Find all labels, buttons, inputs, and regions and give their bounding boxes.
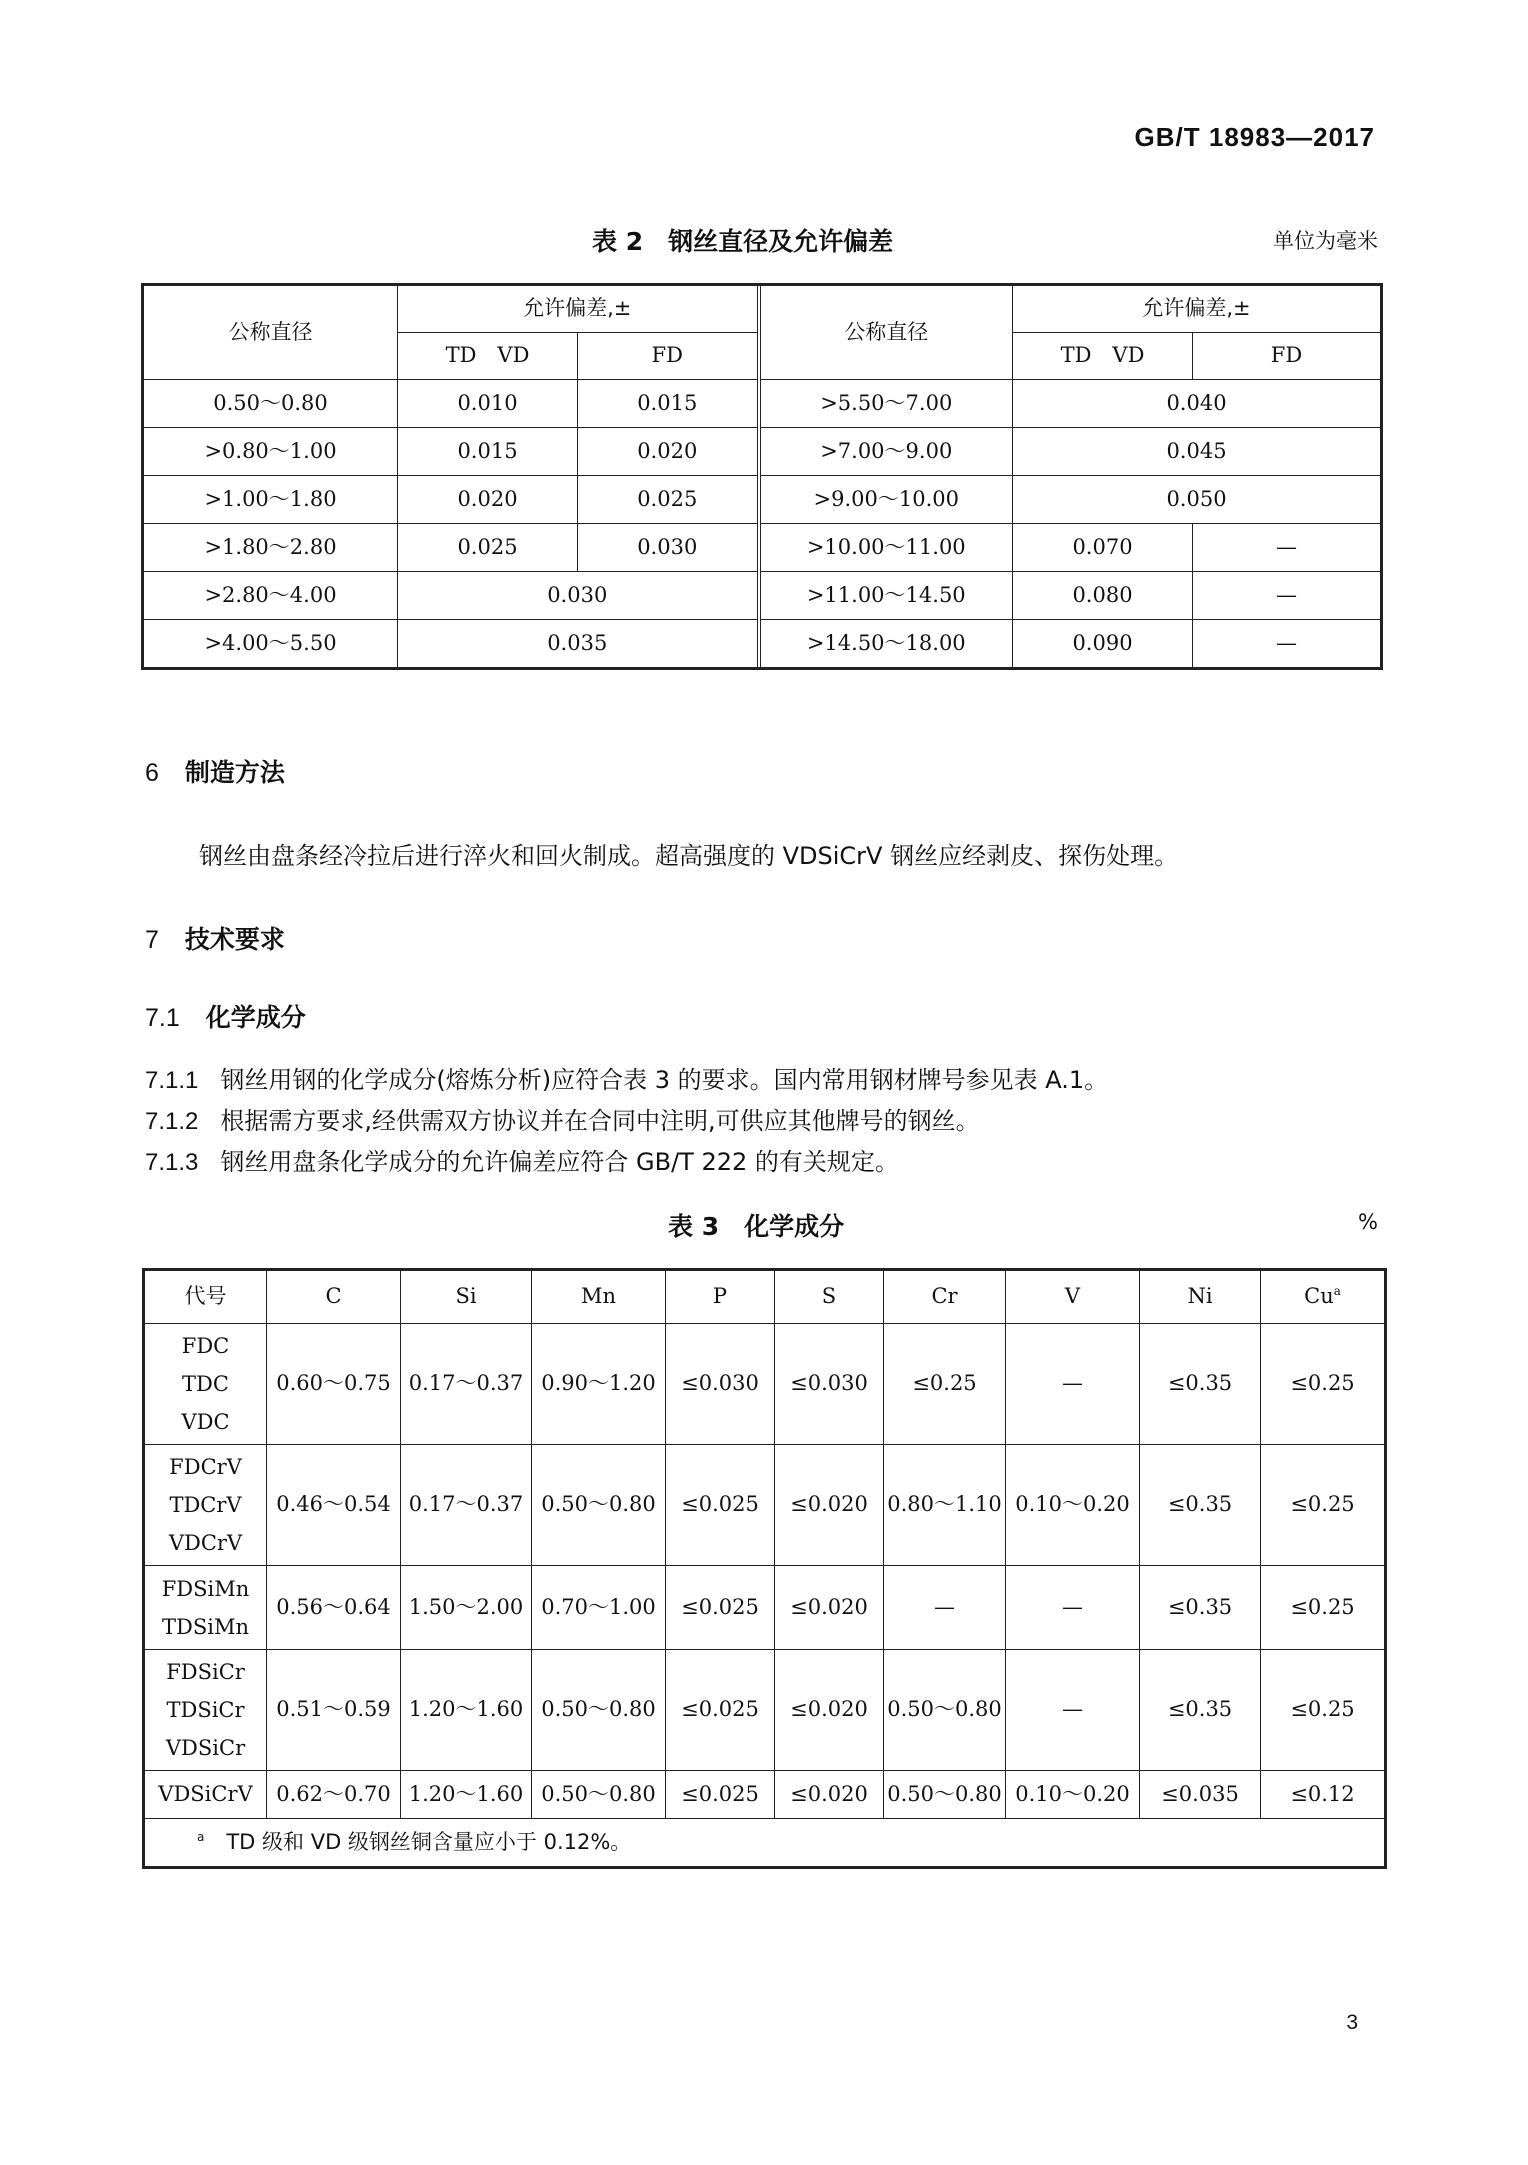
section-title: 化学成分 (205, 1003, 306, 1032)
t3-s: ≤0.020 (775, 1566, 884, 1650)
t2-diameter: >11.00～14.50 (759, 572, 1013, 620)
t2-diameter: >9.00～10.00 (759, 476, 1013, 524)
t3-p: ≤0.025 (666, 1445, 775, 1566)
t3-s: ≤0.030 (775, 1324, 884, 1445)
grade-code: VDCrV (168, 1531, 243, 1555)
t3-v: 0.10～0.20 (1006, 1771, 1140, 1819)
t2-header-tolerance-right: 允许偏差,± (1013, 286, 1381, 333)
t2-tolerance-all: 0.030 (398, 572, 759, 620)
table2 (143, 285, 1381, 668)
t2-tolerance-tdvd: 0.020 (398, 476, 578, 524)
table-row (144, 476, 1381, 524)
t3-si: 0.17～0.37 (401, 1445, 532, 1566)
t2-tolerance-fd: 0.015 (578, 380, 759, 428)
t3-c: 0.60～0.75 (267, 1324, 401, 1445)
t3-codes (145, 1566, 267, 1650)
section-title: 制造方法 (184, 758, 285, 787)
table3 (144, 1270, 1385, 1867)
t2-tolerance-tdvd: 0.010 (398, 380, 578, 428)
t2-tolerance-fd: — (1193, 524, 1381, 572)
grade-code: TDC (182, 1372, 229, 1396)
t3-header-p: P (666, 1271, 775, 1324)
t3-v: — (1006, 1324, 1140, 1445)
table-row (145, 1771, 1385, 1819)
t3-si: 1.50～2.00 (401, 1566, 532, 1650)
t3-s: ≤0.020 (775, 1771, 884, 1819)
t2-tolerance-fd: 0.025 (578, 476, 759, 524)
table-row (144, 620, 1381, 668)
footnote-mark: a (1333, 1284, 1341, 1299)
grade-code: VDSiCr (165, 1736, 246, 1760)
t2-header-tolerance-left: 允许偏差,± (398, 286, 759, 333)
table3-caption: 表 3 化学成分 (668, 1212, 845, 1241)
t2-header-nominal-right: 公称直径 (759, 286, 1013, 380)
t2-diameter: >4.00～5.50 (144, 620, 398, 668)
t3-p: ≤0.025 (666, 1566, 775, 1650)
standard-code: GB/T 18983—2017 (1134, 122, 1375, 152)
t3-cr: — (884, 1566, 1006, 1650)
t3-header-cr: Cr (884, 1271, 1006, 1324)
t3-header-code: 代号 (145, 1271, 267, 1324)
t3-cu: ≤0.25 (1261, 1324, 1385, 1445)
t3-p: ≤0.030 (666, 1324, 775, 1445)
t3-header-v: V (1006, 1271, 1140, 1324)
table-row (145, 1445, 1385, 1566)
t2-tolerance-fd: 0.020 (578, 428, 759, 476)
t2-header-fd-left: FD (578, 333, 759, 380)
t3-header-mn: Mn (532, 1271, 666, 1324)
grade-code: VDC (181, 1410, 230, 1434)
table-row (144, 428, 1381, 476)
table-row (145, 1650, 1385, 1771)
section-number: 7 (145, 926, 159, 954)
t3-mn: 0.70～1.00 (532, 1566, 666, 1650)
t2-tolerance-tdvd: 0.080 (1013, 572, 1193, 620)
t2-header-tdvd-left: TD VD (398, 333, 578, 380)
t3-p: ≤0.025 (666, 1771, 775, 1819)
t3-ni: ≤0.35 (1140, 1445, 1261, 1566)
t3-v: 0.10～0.20 (1006, 1445, 1140, 1566)
t3-c: 0.46～0.54 (267, 1445, 401, 1566)
table-row (144, 524, 1381, 572)
table-row (144, 572, 1381, 620)
clause-7-1-1 (145, 1060, 1108, 1095)
t3-s: ≤0.020 (775, 1445, 884, 1566)
t2-diameter: >7.00～9.00 (759, 428, 1013, 476)
t3-codes: VDSiCrV (145, 1771, 267, 1819)
t2-tolerance-fd: 0.030 (578, 524, 759, 572)
grade-code: FDSiMn (161, 1576, 250, 1601)
t3-s: ≤0.020 (775, 1650, 884, 1771)
t3-c: 0.51～0.59 (267, 1650, 401, 1771)
t3-mn: 0.50～0.80 (532, 1650, 666, 1771)
t3-cu: ≤0.25 (1261, 1566, 1385, 1650)
t2-tolerance-all: 0.050 (1013, 476, 1381, 524)
table-row (145, 1324, 1385, 1445)
t3-si: 0.17～0.37 (401, 1324, 532, 1445)
table2-unit: 单位为毫米 (1273, 229, 1378, 253)
t2-tolerance-all: 0.045 (1013, 428, 1381, 476)
t3-c: 0.56～0.64 (267, 1566, 401, 1650)
clause-text: 钢丝用钢的化学成分(熔炼分析)应符合表 3 的要求。国内常用钢材牌号参见表 A.1。 (220, 1066, 1109, 1094)
clause-number: 7.1.1 (145, 1067, 199, 1094)
t2-tolerance-tdvd: 0.070 (1013, 524, 1193, 572)
section-7-1-heading (145, 998, 306, 1034)
t3-mn: 0.90～1.20 (532, 1324, 666, 1445)
t2-tolerance-all: 0.035 (398, 620, 759, 668)
t3-ni: ≤0.35 (1140, 1566, 1261, 1650)
t3-codes (145, 1650, 267, 1771)
t2-diameter: >14.50～18.00 (759, 620, 1013, 668)
t2-tolerance-tdvd: 0.090 (1013, 620, 1193, 668)
grade-code: FDC (181, 1334, 230, 1358)
section-6-text: 钢丝由盘条经冷拉后进行淬火和回火制成。超高强度的 VDSiCrV 钢丝应经剥皮、探伤处理。 (199, 842, 1179, 870)
t3-cr: ≤0.25 (884, 1324, 1006, 1445)
t3-ni: ≤0.35 (1140, 1650, 1261, 1771)
t3-v: — (1006, 1650, 1140, 1771)
clause-7-1-3 (145, 1142, 899, 1177)
table3-unit: % (1358, 1210, 1378, 1234)
t2-diameter: >2.80～4.00 (144, 572, 398, 620)
table-footnote-row (145, 1819, 1385, 1867)
t2-diameter: >0.80～1.00 (144, 428, 398, 476)
t3-cr: 0.50～0.80 (884, 1771, 1006, 1819)
t2-diameter: >1.80～2.80 (144, 524, 398, 572)
t2-diameter: >10.00～11.00 (759, 524, 1013, 572)
clause-number: 7.1.3 (145, 1149, 199, 1176)
t3-p: ≤0.025 (666, 1650, 775, 1771)
cu-label: Cu (1304, 1284, 1334, 1309)
table-row (144, 380, 1381, 428)
section-number: 7.1 (145, 1004, 180, 1032)
t3-mn: 0.50～0.80 (532, 1771, 666, 1819)
section-number: 6 (145, 759, 159, 787)
t3-ni: ≤0.035 (1140, 1771, 1261, 1819)
grade-code: FDCrV (169, 1455, 242, 1479)
t2-header-nominal-left: 公称直径 (144, 286, 398, 380)
t2-header-fd-right: FD (1193, 333, 1381, 380)
t2-diameter: >1.00～1.80 (144, 476, 398, 524)
t3-codes (145, 1324, 267, 1445)
t2-tolerance-tdvd: 0.025 (398, 524, 578, 572)
t3-cr: 0.50～0.80 (884, 1650, 1006, 1771)
t2-header-tdvd-right: TD VD (1013, 333, 1193, 380)
footnote-mark: a (197, 1829, 205, 1844)
t3-cu: ≤0.25 (1261, 1650, 1385, 1771)
t2-tolerance-all: 0.040 (1013, 380, 1381, 428)
t3-v: — (1006, 1566, 1140, 1650)
t3-header-si: Si (401, 1271, 532, 1324)
t3-header-ni: Ni (1140, 1271, 1261, 1324)
clause-number: 7.1.2 (145, 1108, 199, 1135)
t2-tolerance-fd: — (1193, 572, 1381, 620)
section-7-heading (145, 920, 285, 956)
t3-cu: ≤0.12 (1261, 1771, 1385, 1819)
t3-codes (145, 1445, 267, 1566)
t2-diameter: 0.50～0.80 (144, 380, 398, 428)
table2-caption: 表 2 钢丝直径及允许偏差 (592, 227, 894, 256)
footnote-text: TD 级和 VD 级钢丝铜含量应小于 0.12%。 (226, 1829, 632, 1854)
t3-si: 1.20～1.60 (401, 1650, 532, 1771)
t3-header-c: C (267, 1271, 401, 1324)
clause-text: 根据需方要求,经供需双方协议并在合同中注明,可供应其他牌号的钢丝。 (220, 1107, 980, 1135)
table3-footnote (145, 1819, 1385, 1867)
t3-ni: ≤0.35 (1140, 1324, 1261, 1445)
t3-header-cu (1261, 1271, 1385, 1324)
t3-cr: 0.80～1.10 (884, 1445, 1006, 1566)
t3-c: 0.62～0.70 (267, 1771, 401, 1819)
section-title: 技术要求 (184, 925, 285, 954)
clause-7-1-2 (145, 1101, 980, 1136)
t2-tolerance-fd: — (1193, 620, 1381, 668)
t3-header-s: S (775, 1271, 884, 1324)
t3-mn: 0.50～0.80 (532, 1445, 666, 1566)
t3-si: 1.20～1.60 (401, 1771, 532, 1819)
page-number: 3 (1346, 2011, 1358, 2034)
section-6-heading (145, 753, 285, 789)
table-row (145, 1566, 1385, 1650)
t2-diameter: >5.50～7.00 (759, 380, 1013, 428)
t3-cu: ≤0.25 (1261, 1445, 1385, 1566)
grade-code: TDSiMn (162, 1614, 249, 1639)
grade-code: TDSiCr (166, 1698, 245, 1722)
grade-code: TDCrV (169, 1493, 242, 1517)
grade-code: FDSiCr (166, 1660, 245, 1684)
clause-text: 钢丝用盘条化学成分的允许偏差应符合 GB/T 222 的有关规定。 (220, 1148, 899, 1176)
t2-tolerance-tdvd: 0.015 (398, 428, 578, 476)
